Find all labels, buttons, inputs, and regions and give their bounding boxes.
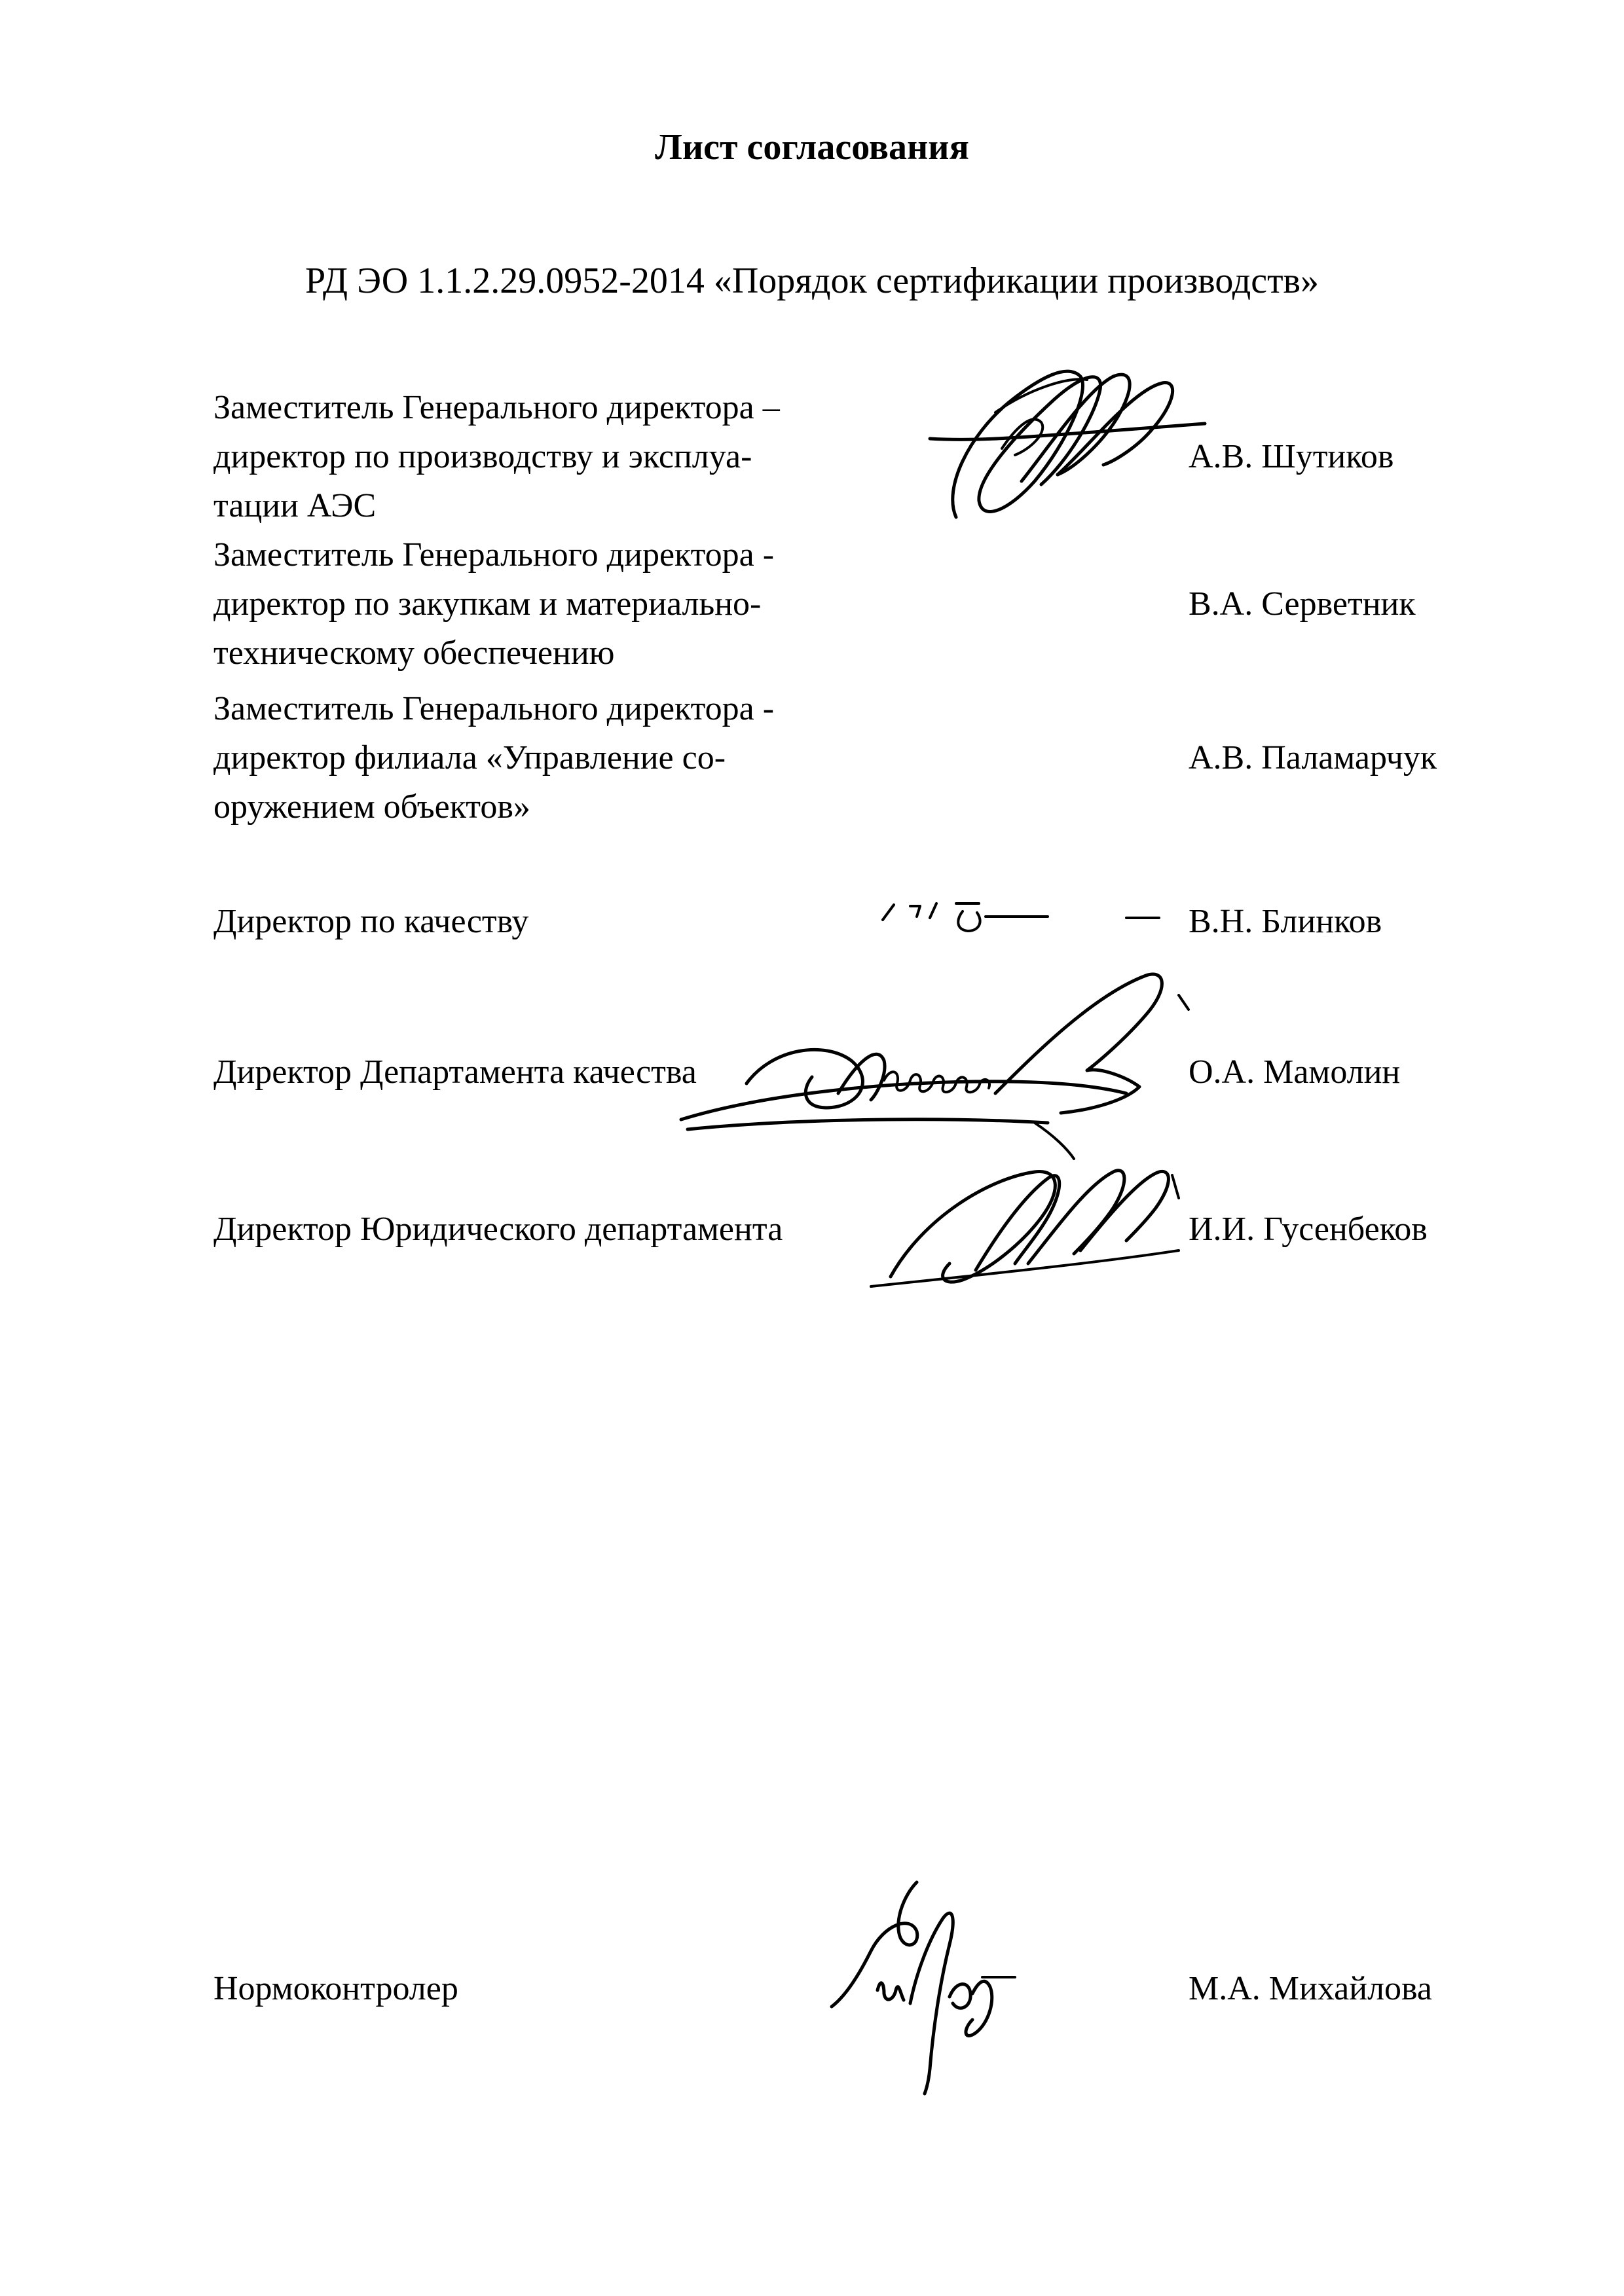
position-line: Нормоконтролер [213,1970,458,2007]
signatory-name: В.Н. Блинков [1189,903,1382,940]
position-line: директор филиала «Управление со- [213,739,726,776]
signature-mamolin-icon [668,962,1231,1159]
position-line: Директор Департамента качества [213,1053,697,1091]
position-line: Директор по качеству [213,903,529,940]
position-line: техническому обеспечению [213,634,615,672]
signatory-position [213,1964,881,2013]
position-line: директор по производству и эксплуа- [213,438,752,475]
position-line: Заместитель Генерального директора - [213,536,775,574]
signature-mikhaylova-icon [819,1872,1028,2095]
signature-gusenbekov-icon [864,1146,1205,1296]
signature-blinkov-icon [864,890,1192,949]
signatory-name: М.А. Михайлова [1189,1970,1432,2007]
signatory-name: А.В. Шутиков [1189,438,1394,475]
signatory-position [213,684,881,831]
signatory-name: И.И. Гусенбеков [1189,1211,1428,1248]
position-line: Заместитель Генерального директора – [213,389,780,426]
position-line: Заместитель Генерального директора - [213,690,775,727]
signatory-position [213,383,881,530]
position-line: оружением объектов» [213,788,530,826]
position-line: Директор Юридического департамента [213,1211,783,1248]
signatory-position [213,1205,881,1254]
position-line: директор по закупкам и материально- [213,585,762,623]
signatory-name: А.В. Паламарчук [1189,739,1437,776]
document-title: Лист согласования [655,127,969,168]
position-line: тации АЭС [213,487,377,524]
signatory-name: В.А. Серветник [1189,585,1416,623]
signatory-position [213,530,881,678]
signatory-position [213,897,881,946]
signature-shutikov-icon [917,350,1244,547]
document-subtitle: РД ЭО 1.1.2.29.0952-2014 «Порядок сертификации производств» [304,261,1319,301]
signatory-name: О.А. Мамолин [1189,1053,1401,1091]
